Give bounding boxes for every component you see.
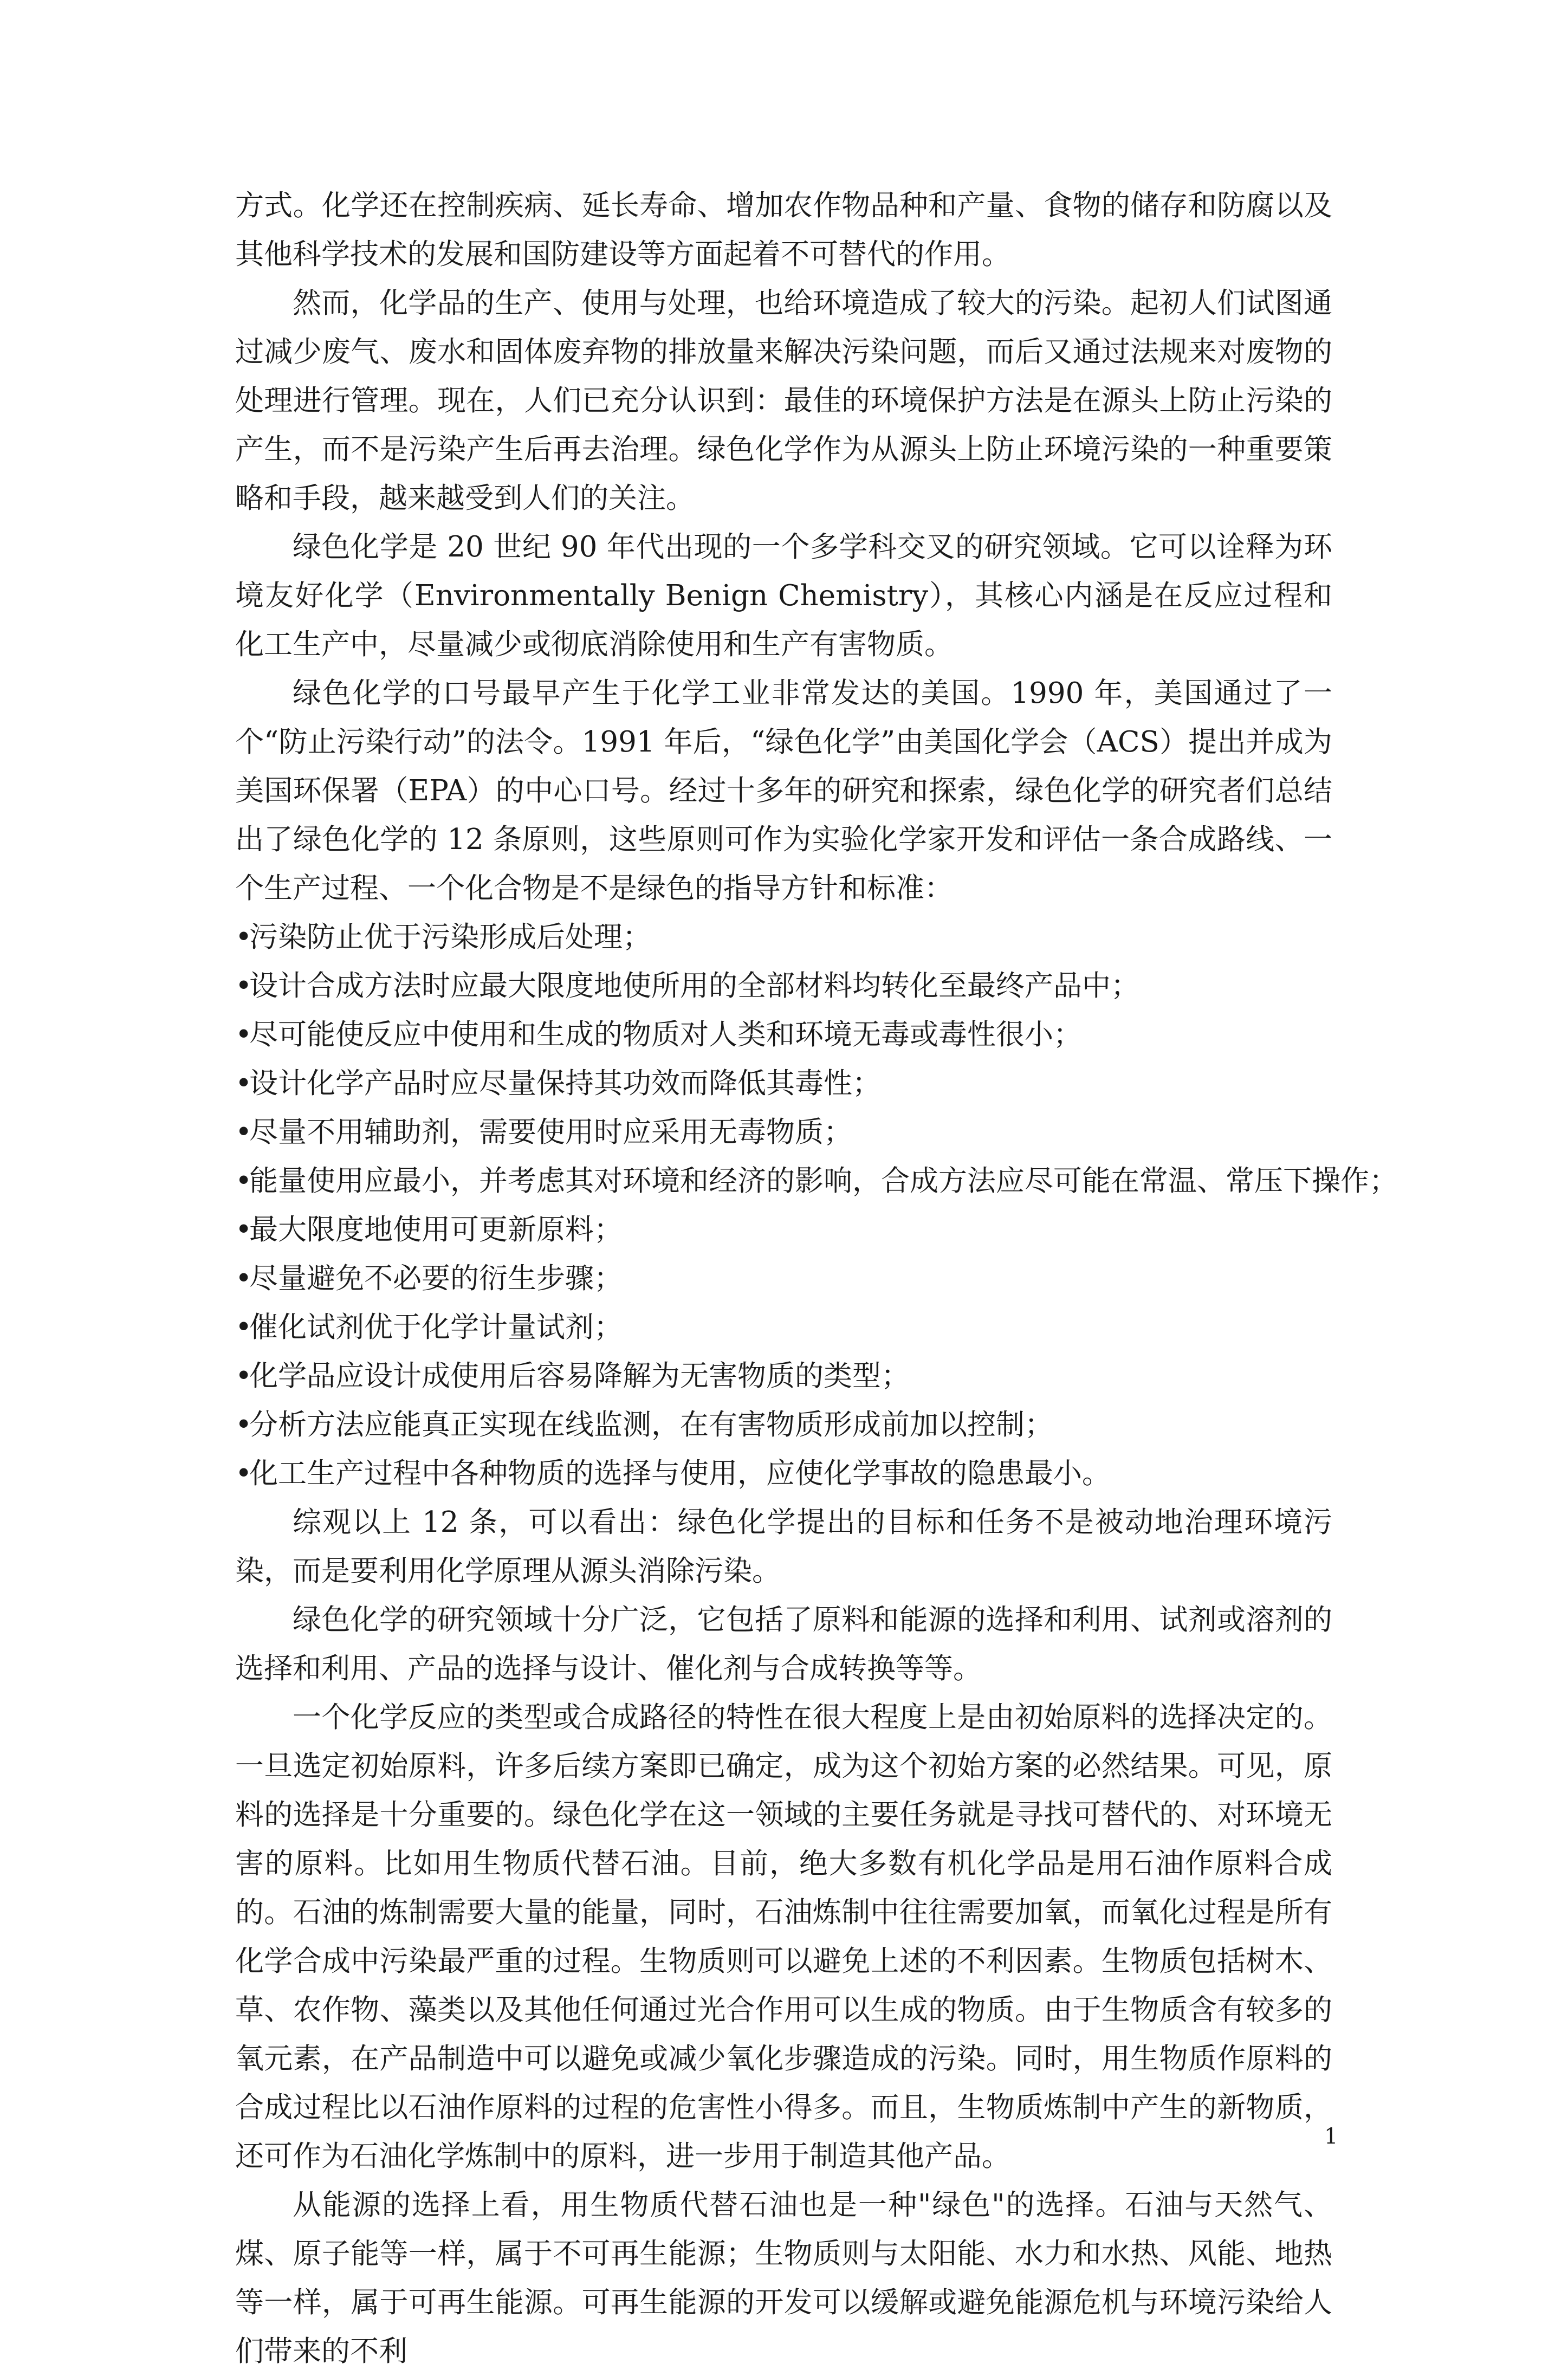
paragraph: 绿色化学是 20 世纪 90 年代出现的一个多学科交叉的研究领域。它可以诠释为环境友好化学（Environmentally Benign Chemistry），其核心内涵是在反应过程和化工生产中，尽量减少或彻底消除使用和生产有害物质。: [235, 530, 1332, 661]
paragraph: 一个化学反应的类型或合成路径的特性在很大程度上是由初始原料的选择决定的。一旦选定初始原料，许多后续方案即已确定，成为这个初始方案的必然结果。可见，原料的选择是十分重要的。绿色化学在这一领域的主要任务就是寻找可替代的、对环境无害的原料。比如用生物质代替石油。目前，绝大多数有机化学品是用石油作原料合成的。石油的炼制需要大量的能量，同时，石油炼制中往往需要加氧，而氧化过程是所有化学合成中污染最严重的过程。生物质则可以避免上述的不利因素。生物质包括树木、草、农作物、藻类以及其他任何通过光合作用可以生成的物质。由于生物质含有较多的氧元素，在产品制造中可以避免或减少氧化步骤造成的污染。同时，用生物质作原料的合成过程比以石油作原料的过程的危害性小得多。而且，生物质炼制中产生的新物质，还可作为石油化学炼制中的原料，进一步用于制造其他产品。: [235, 1701, 1332, 2173]
principle-item: [235, 913, 1332, 962]
principle-item: [235, 962, 1332, 1011]
principle-item: [235, 1303, 1332, 1352]
bullet-icon: •: [235, 1408, 252, 1441]
paragraph: 绿色化学的口号最早产生于化学工业非常发达的美国。1990 年，美国通过了一个“防止污染行动”的法令。1991 年后，“绿色化学”由美国化学会（ACS）提出并成为美国环保署（EPA）的中心口号。经过十多年的研究和探索，绿色化学的研究者们总结出了绿色化学的 12 条原则，这些原则可作为实验化学家开发和评估一条合成路线、一个生产过程、一个化合物是不是绿色的指导方针和标准：: [235, 677, 1332, 905]
body-paragraphs: [235, 1498, 1332, 2376]
bullet-icon: •: [235, 1116, 252, 1149]
paragraph: 从能源的选择上看，用生物质代替石油也是一种"绿色"的选择。石油与天然气、煤、原子能等一样，属于不可再生能源；生物质则与太阳能、水力和水热、风能、地热等一样，属于可再生能源。可再生能源的开发可以缓解或避免能源危机与环境污染给人们带来的不利: [235, 2189, 1332, 2368]
principle-item: [235, 1157, 1398, 1206]
principle-text: 设计化学产品时应尽量保持其功效而降低其毒性；: [249, 1067, 881, 1100]
principle-item: [235, 1059, 1332, 1108]
document-body: [235, 182, 1398, 2376]
bullet-icon: •: [235, 1359, 252, 1393]
principle-item: [235, 1401, 1332, 1449]
principle-text: 化学品应设计成使用后容易降解为无害物质的类型；: [249, 1359, 910, 1393]
principle-text: 污染防止优于污染形成后处理；: [249, 921, 651, 954]
principle-item: [235, 1254, 1332, 1303]
principle-text: 能量使用应最小，并考虑其对环境和经济的影响，合成方法应尽可能在常温、常压下操作；: [249, 1164, 1398, 1197]
intro-paragraphs: [235, 182, 1332, 913]
principle-item: [235, 1206, 1332, 1254]
principle-text: 设计合成方法时应最大限度地使所用的全部材料均转化至最终产品中；: [249, 969, 1139, 1002]
paragraph: 方式。化学还在控制疾病、延长寿命、增加农作物品种和产量、食物的储存和防腐以及其他科学技术的发展和国防建设等方面起着不可替代的作用。: [235, 189, 1332, 271]
principle-item: [235, 1108, 1332, 1157]
paragraph: 绿色化学的研究领域十分广泛，它包括了原料和能源的选择和利用、试剂或溶剂的选择和利用、产品的选择与设计、催化剂与合成转换等等。: [235, 1603, 1332, 1685]
bullet-icon: •: [235, 1213, 252, 1246]
principle-text: 分析方法应能真正实现在线监测，在有害物质形成前加以控制；: [249, 1408, 1053, 1441]
bullet-icon: •: [235, 1311, 252, 1344]
principle-text: 最大限度地使用可更新原料；: [249, 1213, 623, 1246]
principle-item: [235, 1011, 1332, 1059]
paragraph: 综观以上 12 条，可以看出：绿色化学提出的目标和任务不是被动地治理环境污染，而是要利用化学原理从源头消除污染。: [235, 1506, 1332, 1588]
page-number: 1: [1324, 2124, 1338, 2149]
principle-text: 催化试剂优于化学计量试剂；: [249, 1311, 623, 1344]
bullet-icon: •: [235, 1164, 252, 1197]
paragraph: 然而，化学品的生产、使用与处理，也给环境造成了较大的污染。起初人们试图通过减少废气、废水和固体废弃物的排放量来解决污染问题，而后又通过法规来对废物的处理进行管理。现在，人们已充分认识到：最佳的环境保护方法是在源头上防止污染的产生，而不是污染产生后再去治理。绿色化学作为从源头上防止环境污染的一种重要策略和手段，越来越受到人们的关注。: [235, 287, 1332, 515]
bullet-icon: •: [235, 1457, 252, 1490]
bullet-icon: •: [235, 921, 252, 954]
bullet-icon: •: [235, 1018, 252, 1051]
principle-text: 尽可能使反应中使用和生成的物质对人类和环境无毒或毒性很小；: [249, 1018, 1082, 1051]
principle-item: [235, 1449, 1332, 1498]
principle-item: [235, 1352, 1332, 1401]
principle-text: 化工生产过程中各种物质的选择与使用，应使化学事故的隐患最小。: [249, 1457, 1111, 1490]
bullet-icon: •: [235, 1067, 252, 1100]
principle-text: 尽量不用辅助剂，需要使用时应采用无毒物质；: [249, 1116, 852, 1149]
bullet-icon: •: [235, 969, 252, 1002]
principle-text: 尽量避免不必要的衍生步骤；: [249, 1262, 623, 1295]
bullet-icon: •: [235, 1262, 252, 1295]
principles-list: [235, 913, 1398, 1498]
